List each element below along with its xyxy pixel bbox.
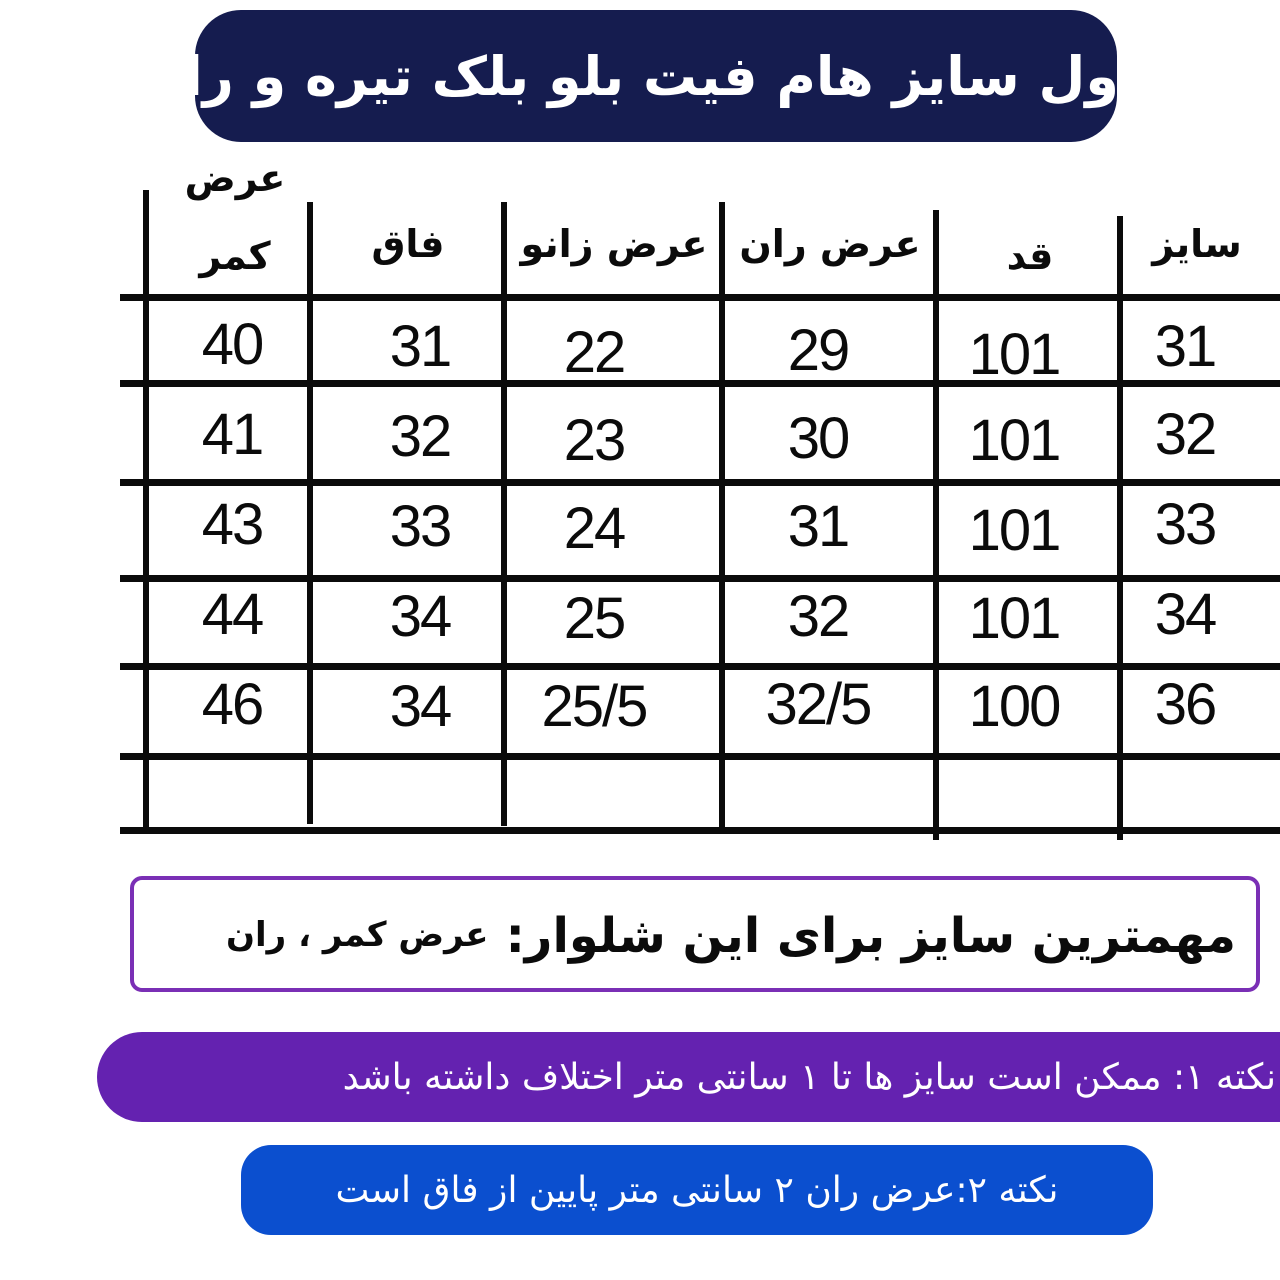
cell-knee: 23: [563, 407, 625, 473]
cell-thigh: 32: [787, 583, 849, 649]
header-waist-line2: کمر: [199, 234, 271, 278]
cell-length: 101: [968, 497, 1060, 563]
cell-knee: 25: [563, 585, 625, 651]
header-knee-width: عرض زانو: [520, 222, 708, 266]
cell-waist: 41: [201, 401, 263, 467]
cell-waist: 44: [201, 581, 263, 647]
cell-waist: 46: [201, 671, 263, 737]
cell-length: 100: [968, 673, 1060, 739]
table-rule: [120, 294, 1280, 301]
important-size-box: [130, 876, 1260, 992]
header-hem: فاق: [371, 222, 445, 266]
cell-hem: 34: [389, 583, 451, 649]
cell-knee: 22: [563, 319, 625, 385]
cell-thigh: 32/5: [765, 671, 871, 737]
table-rule: [120, 753, 1280, 760]
cell-thigh: 29: [787, 317, 849, 383]
cell-hem: 34: [389, 673, 451, 739]
cell-hem: 33: [389, 493, 451, 559]
header-thigh-width: عرض ران: [739, 222, 921, 266]
cell-thigh: 30: [787, 405, 849, 471]
note-1-banner: [97, 1032, 1280, 1122]
table-rule: [120, 827, 1280, 834]
cell-size: 33: [1154, 491, 1216, 557]
important-size-value: عرض کمر ، ران: [226, 915, 489, 955]
note-2-banner: [241, 1145, 1153, 1235]
note-2-text: نکته ۲:عرض ران ۲ سانتی متر پایین از فاق است: [335, 1169, 1059, 1211]
cell-knee: 24: [563, 495, 625, 561]
table-rule: [120, 479, 1280, 486]
cell-waist: 43: [201, 491, 263, 557]
table-column-divider: [143, 190, 149, 830]
cell-hem: 31: [389, 313, 451, 379]
note-1-text: نکته ۱: ممکن است سایز ها تا ۱ سانتی متر اختلاف داشته باشد: [342, 1056, 1276, 1098]
table-rule: [120, 663, 1280, 670]
cell-length: 101: [968, 321, 1060, 387]
cell-size: 36: [1154, 671, 1216, 737]
header-size: سایز: [1152, 222, 1242, 266]
cell-waist: 40: [201, 311, 263, 377]
cell-size: 32: [1154, 401, 1216, 467]
important-size-label: مهمترین سایز برای این شلوار:: [505, 908, 1236, 964]
header-length: قد: [1006, 234, 1054, 278]
header-waist-line1: عرض: [184, 156, 286, 200]
cell-size: 34: [1154, 581, 1216, 647]
cell-hem: 32: [389, 403, 451, 469]
title-banner: [122, 10, 1190, 142]
cell-knee: 25/5: [541, 673, 647, 739]
cell-length: 101: [968, 585, 1060, 651]
cell-length: 101: [968, 407, 1060, 473]
cell-size: 31: [1154, 313, 1216, 379]
cell-thigh: 31: [787, 493, 849, 559]
page-title: جدول سایز هام فیت بلو بلک تیره و رادو: [122, 44, 1190, 108]
